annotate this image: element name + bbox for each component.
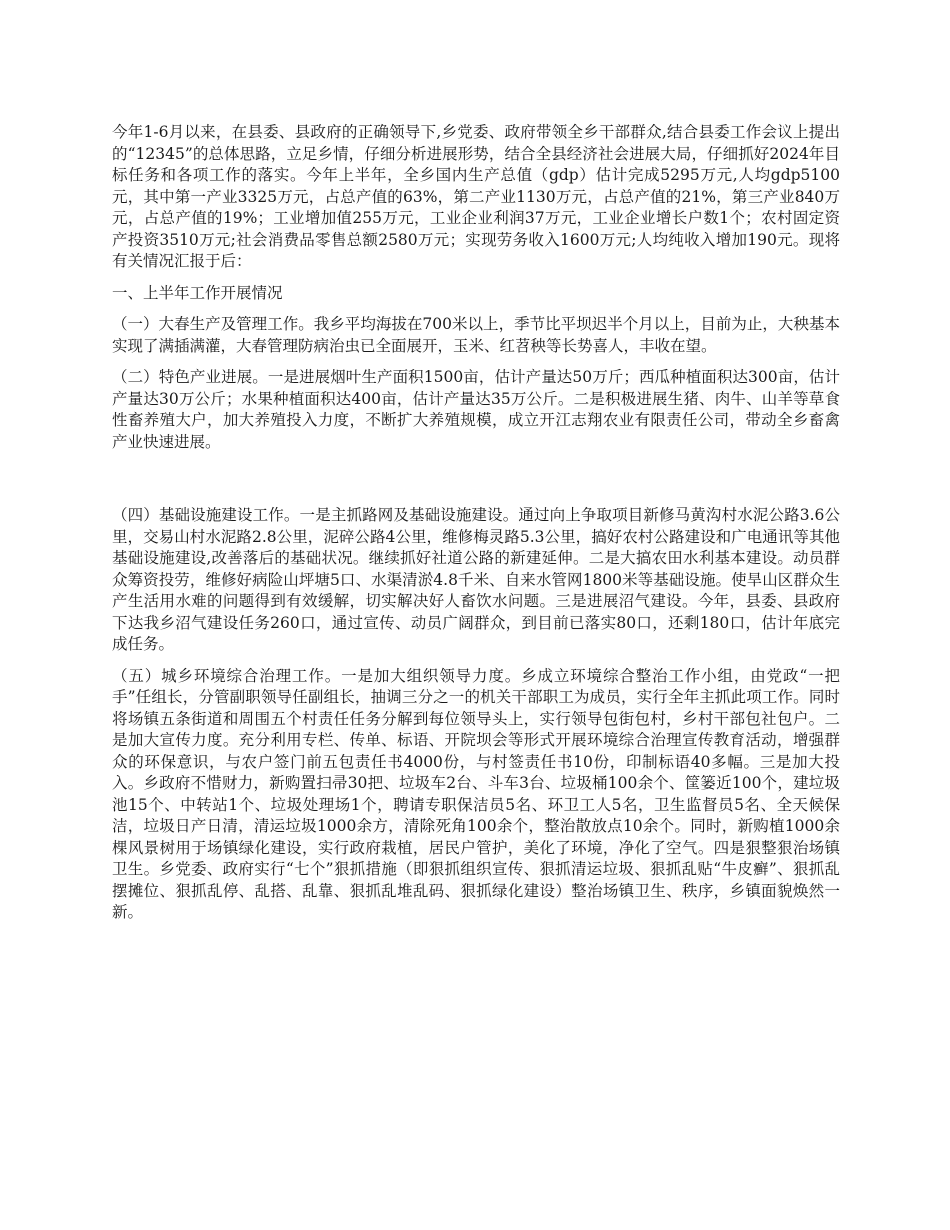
paragraph-specialty-industry: （二）特色产业进展。一是进展烟叶生产面积1500亩，估计产量达50万斤；西瓜种植面积达300亩，估计产量达30万公斤；水果种植面积达400亩，估计产量达35万公斤。二是积极进展生猪、肉牛、山羊等草食性畜养殖大户，加大养殖投入力度，不断扩大养殖规模，成立开江志翔农业有限责任公司，带动全乡畜禽产业快速进展。 — [112, 368, 840, 451]
paragraph-environment: （五）城乡环境综合治理工作。一是加大组织领导力度。乡成立环境综合整治工作小组，由党政“一把手”任组长，分管副职领导任副组长，抽调三分之一的机关干部职工为成员，实行全年主抓此项工作。同时将场镇五条街道和周围五个村责任任务分解到每位领导头上，实行领导包街包村，乡村干部包社包户。二是加大宣传力度。充分利用专栏、传单、标语、开院坝会等形式开展环境综合治理宣传教育活动，增强群众的环保意识，与农户签门前五包责任书4000份，与村签责任书10份，印制标语40多幅。三是加大投入。乡政府不惜财力，新购置扫帚30把、垃圾车2台、斗车3台、垃圾桶100余个、筐篓近100个，建垃圾池15个、中转站1个、垃圾处理场1个，聘请专职保洁员5名、环卫工人5名，卫生监督员5名、全天候保洁，垃圾日产日清，清运垃圾1000余方，清除死角100余个，整治散放点10余个。同时，新购植1000余棵风景树用于场镇绿化建设，实行政府栽植，居民户管护，美化了环境，净化了空气。四是狠整狠治场镇卫生。乡党委、政府实行“七个”狠抓措施（即狠抓组织宣传、狠抓清运垃圾、狠抓乱贴“牛皮癣”、狠抓乱摆摊位、狠抓乱停、乱搭、乱靠、狠抓乱堆乱码、狠抓绿化建设）整治场镇卫生、秩序，乡镇面貌焕然一新。 — [112, 666, 840, 921]
section-heading: 一、上半年工作开展情况 — [112, 283, 283, 302]
paragraph-infrastructure: （四）基础设施建设工作。一是主抓路网及基础设施建设。通过向上争取项目新修马黄沟村水泥公路3.6公里，交易山村水泥路2.8公里，泥碎公路4公里，维修梅灵路5.3公里，搞好农村公路建设和广电通讯等其他基础设施建设,改善落后的基础状况。继续抓好社道公路的新建延伸。二是大搞农田水利基本建设。动员群众筹资投劳，维修好病险山坪塘5口、水渠清淤4.8千米、自来水管网1800米等基础设施。使旱山区群众生产生活用水难的问题得到有效缓解，切实解决好人畜饮水问题。三是进展沼气建设。今年，县委、县政府下达我乡沼气建设任务260口，通过宣传、动员广阔群众，到目前已落实80口，还剩180口，估计年底完成任务。 — [112, 506, 840, 653]
blank-gap — [112, 463, 840, 505]
intro-paragraph: 今年1-6月以来，在县委、县政府的正确领导下,乡党委、政府带领全乡干部群众,结合县委工作会议上提出的“12345”的总体思路，立足乡情，仔细分析进展形势，结合全县经济社会进展大局，仔细抓好2024年目标任务和各项工作的落实。今年上半年，全乡国内生产总值（gdp）估计完成5295万元,人均gdp5100元，其中第一产业3325万元，占总产值的63%，第二产业1130万元，占总产值的21%，第三产业840万元，占总产值的19%；工业增加值255万元，工业企业利润37万元，工业企业增长户数1个；农村固定资产投资3510万元;社会消费品零售总额2580万元；实现劳务收入1600万元;人均纯收入增加190元。现将有关情况汇报于后： — [112, 123, 840, 270]
paragraph-spring-production: （一）大春生产及管理工作。我乡平均海拔在700米以上，季节比平坝迟半个月以上，目前为止，大秧基本实现了满插满灌，大春管理防病治虫已全面展开，玉米、红苕秧等长势喜人，丰收在望。 — [112, 315, 840, 355]
document-body — [112, 122, 840, 934]
